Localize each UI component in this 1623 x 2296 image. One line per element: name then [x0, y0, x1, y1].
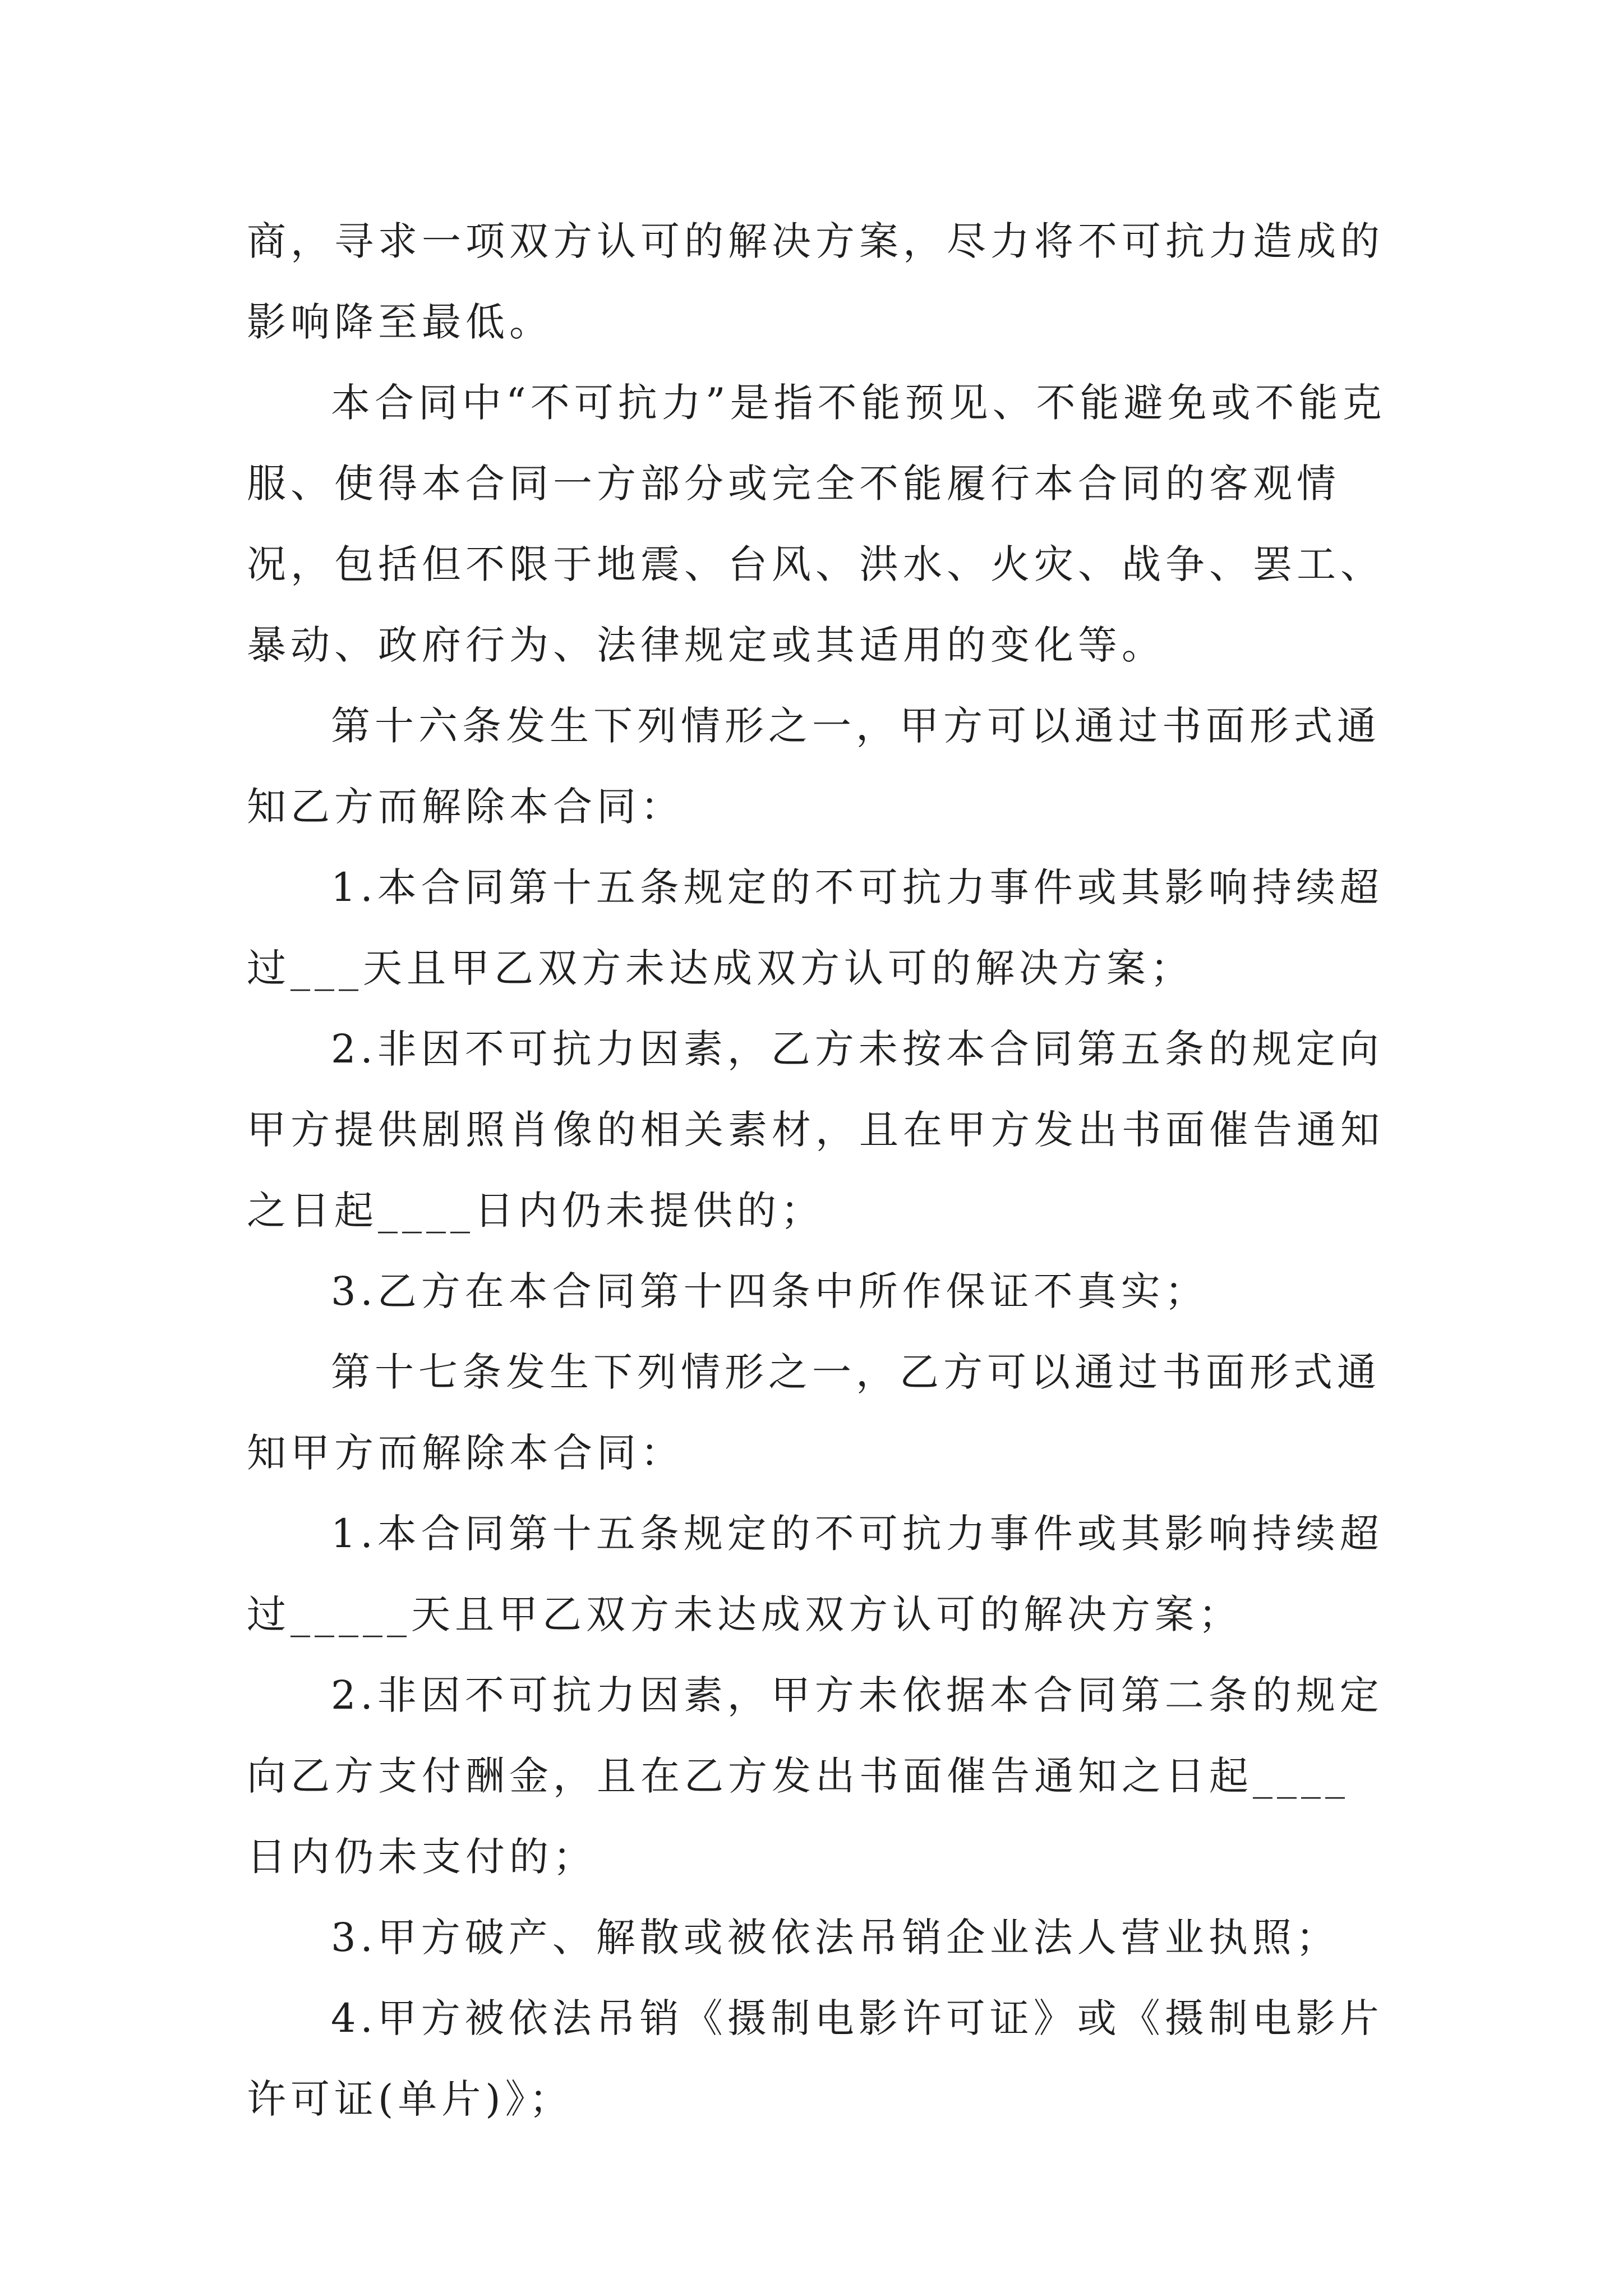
document-body	[247, 201, 1391, 2139]
paragraph-article-16-item-3: 3.乙方在本合同第十四条中所作保证不真实；	[331, 1268, 1209, 1314]
paragraph-article-16: 第十六条发生下列情形之一，甲方可以通过书面形式通知乙方而解除本合同：	[247, 703, 1381, 830]
paragraph-article-17-item-3: 3.甲方破产、解散或被依法吊销企业法人营业执照；	[331, 1915, 1340, 1961]
paragraph-article-17-item-4: 4.甲方被依法吊销《摄制电影许可证》或《摄制电影片许可证(单片)》；	[247, 1995, 1384, 2122]
paragraph-article-16-item-1: 1.本合同第十五条规定的不可抗力事件或其影响持续超过___天且甲乙双方未达成双方认可的解决方案；	[247, 864, 1384, 991]
paragraph-force-majeure-tail: 商，寻求一项双方认可的解决方案，尽力将不可抗力造成的影响降至最低。	[247, 218, 1384, 345]
paragraph-article-17-item-2: 2.非因不可抗力因素，甲方未依据本合同第二条的规定向乙方支付酬金，且在乙方发出书面催告通知之日起____日内仍未支付的；	[247, 1672, 1384, 1880]
paragraph-article-17: 第十七条发生下列情形之一，乙方可以通过书面形式通知甲方而解除本合同：	[247, 1349, 1381, 1476]
paragraph-article-16-item-2: 2.非因不可抗力因素，乙方未按本合同第五条的规定向甲方提供剧照肖像的相关素材，且在甲方发出书面催告通知之日起____日内仍未提供的；	[247, 1026, 1384, 1234]
paragraph-article-17-item-1: 1.本合同第十五条规定的不可抗力事件或其影响持续超过_____天且甲乙双方未达成双方认可的解决方案；	[247, 1511, 1384, 1637]
paragraph-force-majeure-definition: 本合同中“不可抗力”是指不能预见、不能避免或不能克服、使得本合同一方部分或完全不能履行本合同的客观情况，包括但不限于地震、台风、洪水、火灾、战争、罢工、暴动、政府行为、法律规定或其适用的变化等。	[247, 380, 1386, 668]
